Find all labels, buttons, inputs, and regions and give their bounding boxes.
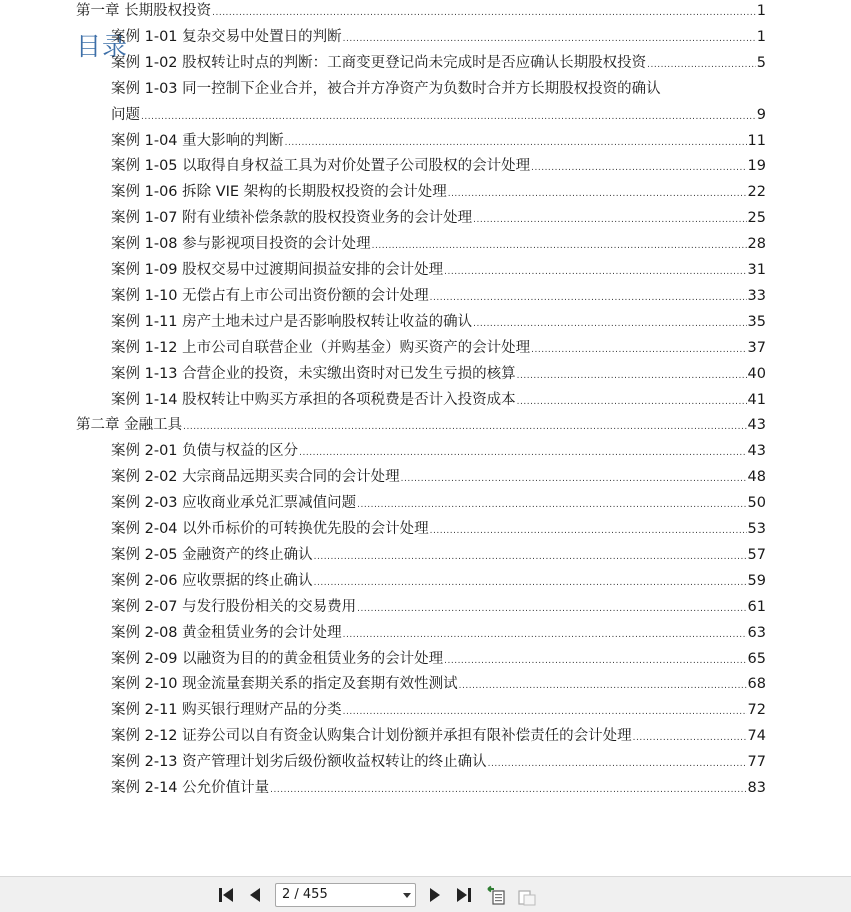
toc-entry-label: 案例 1-09 股权交易中过渡期间损益安排的会计处理 (111, 262, 444, 278)
toc-entry[interactable] (111, 492, 766, 514)
leader-dots (531, 339, 746, 361)
toc-entry-label: 案例 2-06 应收票据的终止确认 (111, 572, 313, 589)
leader-dots (343, 701, 747, 723)
leader-dots (343, 28, 756, 50)
leader-dots (183, 416, 746, 438)
leader-dots (141, 106, 756, 128)
leader-dots (488, 753, 747, 775)
leader-dots (633, 727, 747, 749)
toc-page-number: 50 (747, 495, 766, 512)
toc-page-number: 59 (747, 572, 766, 589)
toc-entry[interactable] (111, 570, 766, 592)
toc-page-number: 5 (756, 54, 766, 71)
leader-dots (299, 442, 746, 464)
toc-chapter[interactable] (76, 414, 766, 436)
toc-page-number: 22 (747, 184, 766, 201)
toc-page-number: 53 (747, 521, 766, 537)
toc-entry[interactable] (111, 104, 766, 126)
toc-entry[interactable] (111, 622, 766, 644)
leader-dots (314, 546, 747, 568)
toc-entry[interactable] (111, 596, 766, 618)
toc-page-number: 1 (756, 28, 766, 45)
toc-entry[interactable] (111, 725, 766, 747)
toc-page-number: 41 (747, 391, 766, 408)
last-page-icon[interactable] (454, 885, 474, 905)
toc-entry-label: 案例 2-09 以融资为目的的黄金租赁业务的会计处理 (111, 650, 444, 667)
toc-entry[interactable] (111, 155, 766, 177)
toc-entry-label: 案例 2-04 以外币标价的可转换优先股的会计处理 (111, 521, 429, 537)
toc-entry[interactable] (111, 337, 766, 359)
toc-page-number: 83 (747, 780, 766, 796)
toc-page-number: 28 (747, 236, 766, 253)
toc-entry-label: 案例 1-11 房产土地未过户是否影响股权转让收益的确认 (111, 313, 473, 330)
toc-entry[interactable] (111, 518, 766, 540)
leader-dots (212, 2, 756, 24)
toc-entry-label: 案例 1-01 复杂交易中处置日的判断 (111, 28, 342, 45)
toc-page-number: 74 (747, 728, 766, 745)
toc-entry-line1[interactable]: 案例 1-03 同一控制下企业合并，被合并方净资产为负数时合并方长期股权投资的确认 (111, 80, 661, 97)
toc-page-number: 25 (747, 210, 766, 227)
leader-dots (430, 520, 747, 542)
toc-page-number: 19 (747, 158, 766, 175)
toc-entry-label: 案例 2-03 应收商业承兑汇票减值问题 (111, 495, 357, 512)
leader-dots (444, 650, 746, 672)
chevron-down-icon (403, 893, 411, 898)
toc-entry-label: 案例 2-05 金融资产的终止确认 (111, 546, 313, 563)
toc-entry-label: 案例 2-02 大宗商品远期买卖合同的会计处理 (111, 469, 400, 486)
toc-entry[interactable] (111, 699, 766, 721)
leader-dots (343, 624, 747, 646)
toc-entry[interactable] (111, 26, 766, 48)
toc-page-number: 40 (747, 365, 766, 382)
toc-entry-label: 案例 2-13 资产管理计划劣后级份额收益权转让的终止确认 (111, 754, 487, 771)
toc-page-number: 57 (747, 546, 766, 563)
toc-page-number: 77 (747, 754, 766, 771)
toc-page-number: 31 (747, 262, 766, 278)
toc-entry[interactable] (111, 207, 766, 229)
toc-entry-label: 案例 1-14 股权转让中购买方承担的各项税费是否计入投资成本 (111, 391, 516, 408)
leader-dots (357, 598, 746, 620)
toc-entry[interactable] (111, 751, 766, 773)
toc-entry[interactable] (111, 233, 766, 255)
toc-entry[interactable] (111, 363, 766, 385)
prev-page-icon[interactable] (246, 885, 266, 905)
toc-entry-label: 案例 1-02 股权转让时点的判断：工商变更登记尚未完成时是否应确认长期股权投资 (111, 54, 647, 71)
leader-dots (270, 779, 746, 801)
toc-entry-label: 案例 2-10 现金流量套期关系的指定及套期有效性测试 (111, 676, 458, 693)
toc-entry[interactable] (111, 777, 766, 799)
leader-dots (285, 132, 747, 154)
leader-dots (531, 157, 746, 179)
toc-entry[interactable] (111, 544, 766, 566)
leader-dots (647, 54, 756, 76)
page-selector[interactable] (275, 883, 416, 907)
toc-entry-label: 第一章 长期股权投资 (76, 3, 212, 19)
toc-entry[interactable] (111, 130, 766, 152)
toc-entry-label: 案例 1-07 附有业绩补偿条款的股权投资业务的会计处理 (111, 210, 473, 227)
toc-entry-label: 案例 2-07 与发行股份相关的交易费用 (111, 598, 357, 615)
toc-page-number: 63 (747, 624, 766, 641)
toc-entry-label: 案例 1-13 合营企业的投资，未实缴出资时对已发生亏损的核算 (111, 365, 516, 382)
toc-entry-label: 案例 1-05 以取得自身权益工具为对价处置子公司股权的会计处理 (111, 158, 531, 175)
next-page-icon[interactable] (424, 885, 444, 905)
leader-dots (372, 235, 747, 257)
toc-entry-label: 案例 2-08 黄金租赁业务的会计处理 (111, 624, 342, 641)
toc-entry[interactable] (111, 181, 766, 203)
toc-entry[interactable] (111, 440, 766, 462)
toc-entry-label: 案例 1-12 上市公司自联营企业（并购基金）购买资产的会计处理 (111, 339, 531, 356)
viewer-toolbar (0, 876, 851, 912)
leader-dots (401, 468, 747, 490)
toc-entry-label: 案例 1-08 参与影视项目投资的会计处理 (111, 236, 371, 253)
toc-title: 目录 (76, 32, 129, 61)
leader-dots (357, 494, 746, 516)
leader-dots (448, 183, 747, 205)
toc-entry[interactable] (111, 52, 766, 74)
toc-entry[interactable] (111, 311, 766, 333)
toc-entry[interactable] (111, 673, 766, 695)
toc-entry-label: 案例 2-12 证券公司以自有资金认购集合计划份额并承担有限补偿责任的会计处理 (111, 728, 632, 745)
toc-page-number: 33 (747, 287, 766, 304)
toc-entry-label: 案例 1-06 拆除 VIE 架构的长期股权投资的会计处理 (111, 184, 447, 201)
first-page-icon[interactable] (216, 885, 236, 905)
leader-dots (517, 365, 747, 387)
toc-entry-label: 案例 1-10 无偿占有上市公司出资份额的会计处理 (111, 287, 429, 304)
toc-entry-label: 案例 1-04 重大影响的判断 (111, 132, 284, 149)
toc-page-number: 48 (747, 469, 766, 486)
toc-page-number: 37 (747, 339, 766, 356)
toc-page-number: 35 (747, 313, 766, 330)
go-forward-icon[interactable] (516, 885, 536, 905)
toc-page-number: 68 (747, 676, 766, 693)
toc-entry-label: 案例 2-01 负债与权益的区分 (111, 443, 299, 460)
leader-dots (517, 391, 747, 413)
toc-page-number: 61 (747, 598, 766, 615)
toc-entry[interactable] (111, 259, 766, 281)
toc-entry[interactable] (111, 285, 766, 307)
toc-entry-label: 案例 2-14 公允价值计量 (111, 780, 270, 796)
leader-dots (473, 313, 746, 335)
leader-dots (314, 572, 747, 594)
leader-dots (444, 261, 746, 283)
toc-page-number: 11 (747, 132, 766, 149)
toc-entry[interactable] (111, 389, 766, 411)
leader-dots (430, 287, 747, 309)
toc-entry-label: 问题 (111, 106, 140, 123)
toc-page-number: 43 (747, 443, 766, 460)
toc-entry[interactable] (111, 648, 766, 670)
toc-entry[interactable] (111, 466, 766, 488)
leader-dots (473, 209, 746, 231)
toc-chapter[interactable] (76, 0, 766, 22)
go-back-icon[interactable] (485, 885, 505, 905)
leader-dots (459, 675, 747, 697)
page-indicator: 2 / 455 (282, 887, 328, 902)
toc-page-number: 72 (747, 702, 766, 719)
toc-page-number: 43 (747, 417, 766, 434)
toc-page-number: 65 (747, 650, 766, 667)
toc-entry-label: 第二章 金融工具 (76, 417, 183, 434)
toc-entry-label: 案例 2-11 购买银行理财产品的分类 (111, 702, 342, 719)
toc-page-number: 9 (756, 106, 766, 123)
toc-page-number: 1 (756, 3, 766, 19)
